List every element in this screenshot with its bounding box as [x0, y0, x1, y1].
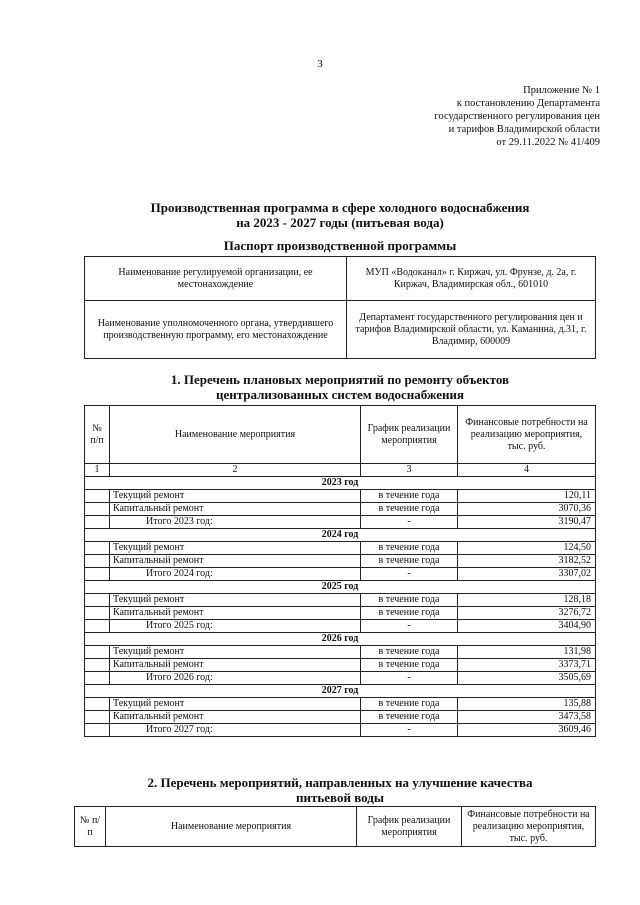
measure-schedule: в течение года: [361, 659, 458, 672]
appendix-line: к постановлению Департамента: [456, 98, 600, 109]
total-label: Итого 2024 год:: [110, 568, 361, 581]
measure-name: Текущий ремонт: [110, 542, 361, 555]
measure-value: 3373,71: [458, 659, 596, 672]
passport-row: [85, 301, 596, 359]
table-row: [85, 711, 596, 724]
header-num: № п/п: [85, 406, 110, 464]
measure-schedule: в течение года: [361, 711, 458, 724]
total-value: 3505,69: [458, 672, 596, 685]
measure-name: Текущий ремонт: [110, 646, 361, 659]
row-num: [85, 542, 110, 555]
header-num: № п/п: [75, 807, 106, 847]
row-num: [85, 594, 110, 607]
total-row: [85, 516, 596, 529]
row-num: [85, 555, 110, 568]
total-row: [85, 568, 596, 581]
table-row: [85, 646, 596, 659]
measure-name: Текущий ремонт: [110, 594, 361, 607]
row-num: [85, 607, 110, 620]
column-number: 4: [458, 464, 596, 477]
measure-schedule: в течение года: [361, 542, 458, 555]
table-row: [85, 542, 596, 555]
appendix-line: государственного регулирования цен: [434, 111, 600, 122]
measure-value: 3473,58: [458, 711, 596, 724]
total-value: 3307,02: [458, 568, 596, 581]
measure-schedule: в течение года: [361, 646, 458, 659]
row-num: [85, 620, 110, 633]
year-header-row: [85, 529, 596, 542]
measure-schedule: в течение года: [361, 607, 458, 620]
document-title-line-1: Производственная программа в сфере холодного водоснабжения: [150, 200, 530, 215]
row-num: [85, 516, 110, 529]
total-schedule: -: [361, 672, 458, 685]
table-row: [85, 594, 596, 607]
year-label: 2024 год: [85, 529, 596, 542]
header-finance: Финансовые потребности на реализацию мероприятия, тыс. руб.: [462, 807, 596, 847]
section-2-title-line-2: питьевой воды: [296, 790, 384, 805]
appendix-line: от 29.11.2022 № 41/409: [496, 137, 600, 148]
table-header-row: [85, 406, 596, 464]
section-1-title-line-1: 1. Перечень плановых мероприятий по ремонту объектов: [170, 372, 510, 387]
measure-schedule: в течение года: [361, 503, 458, 516]
measure-schedule: в течение года: [361, 490, 458, 503]
passport-table: [84, 256, 596, 359]
measure-value: 124,50: [458, 542, 596, 555]
row-num: [85, 503, 110, 516]
total-schedule: -: [361, 516, 458, 529]
total-value: 3404,90: [458, 620, 596, 633]
quality-plan-table: [74, 806, 596, 847]
measure-name: Капитальный ремонт: [110, 503, 361, 516]
total-label: Итого 2026 год:: [110, 672, 361, 685]
header-finance: Финансовые потребности на реализацию мероприятия, тыс. руб.: [458, 406, 596, 464]
column-number: 2: [110, 464, 361, 477]
measure-schedule: в течение года: [361, 555, 458, 568]
passport-value: Департамент государственного регулирования цен и тарифов Владимирской области, ул. Каманина, д.31, г. Владимир, 600009: [347, 301, 596, 359]
row-num: [85, 698, 110, 711]
passport-label: Наименование регулируемой организации, ее местонахождение: [85, 257, 347, 301]
header-schedule: График реализации мероприятия: [361, 406, 458, 464]
total-schedule: -: [361, 568, 458, 581]
column-number: 1: [85, 464, 110, 477]
total-schedule: -: [361, 724, 458, 737]
passport-label: Наименование уполномоченного органа, утвердившего производственную программу, его местонахождение: [85, 301, 347, 359]
measure-value: 3070,36: [458, 503, 596, 516]
page-number: 3: [317, 58, 323, 70]
year-header-row: [85, 685, 596, 698]
year-header-row: [85, 477, 596, 490]
total-value: 3609,46: [458, 724, 596, 737]
passport-title: Паспорт производственной программы: [223, 238, 457, 253]
measure-schedule: в течение года: [361, 594, 458, 607]
measure-value: 131,98: [458, 646, 596, 659]
repair-plan-table: [84, 405, 596, 737]
column-number-row: [85, 464, 596, 477]
table-row: [85, 659, 596, 672]
document-title-line-2: на 2023 - 2027 годы (питьевая вода): [236, 215, 444, 230]
measure-value: 3276,72: [458, 607, 596, 620]
table-row: [85, 607, 596, 620]
table-row: [85, 490, 596, 503]
row-num: [85, 659, 110, 672]
passport-value: МУП «Водоканал» г. Киржач, ул. Фрунзе, д. 2а, г. Киржач, Владимирская обл., 601010: [347, 257, 596, 301]
total-schedule: -: [361, 620, 458, 633]
column-number: 3: [361, 464, 458, 477]
appendix-block: [380, 84, 600, 149]
header-name: Наименование мероприятия: [110, 406, 361, 464]
measure-name: Капитальный ремонт: [110, 659, 361, 672]
row-num: [85, 490, 110, 503]
table-row: [85, 698, 596, 711]
section-1-title-line-2: централизованных систем водоснабжения: [215, 387, 465, 402]
total-value: 3190,47: [458, 516, 596, 529]
measure-name: Капитальный ремонт: [110, 607, 361, 620]
row-num: [85, 724, 110, 737]
measure-value: 3182,52: [458, 555, 596, 568]
year-label: 2027 год: [85, 685, 596, 698]
row-num: [85, 646, 110, 659]
table-row: [85, 555, 596, 568]
year-label: 2023 год: [85, 477, 596, 490]
header-schedule: График реализации мероприятия: [357, 807, 462, 847]
total-row: [85, 724, 596, 737]
measure-name: Капитальный ремонт: [110, 555, 361, 568]
appendix-line: и тарифов Владимирской области: [448, 124, 600, 135]
row-num: [85, 711, 110, 724]
table-row: [85, 503, 596, 516]
years-body: [85, 477, 596, 737]
measure-schedule: в течение года: [361, 698, 458, 711]
total-row: [85, 672, 596, 685]
measure-value: 128,18: [458, 594, 596, 607]
year-header-row: [85, 581, 596, 594]
row-num: [85, 568, 110, 581]
measure-name: Капитальный ремонт: [110, 711, 361, 724]
total-label: Итого 2025 год:: [110, 620, 361, 633]
total-label: Итого 2027 год:: [110, 724, 361, 737]
measure-value: 135,88: [458, 698, 596, 711]
year-label: 2026 год: [85, 633, 596, 646]
measure-name: Текущий ремонт: [110, 698, 361, 711]
measure-value: 120,11: [458, 490, 596, 503]
measure-name: Текущий ремонт: [110, 490, 361, 503]
row-num: [85, 672, 110, 685]
section-2-title-line-1: 2. Перечень мероприятий, направленных на улучшение качества: [147, 775, 533, 790]
year-header-row: [85, 633, 596, 646]
header-name: Наименование мероприятия: [106, 807, 357, 847]
total-row: [85, 620, 596, 633]
total-label: Итого 2023 год:: [110, 516, 361, 529]
table-header-row: [75, 807, 596, 847]
appendix-line: Приложение № 1: [523, 85, 600, 96]
passport-row: [85, 257, 596, 301]
year-label: 2025 год: [85, 581, 596, 594]
